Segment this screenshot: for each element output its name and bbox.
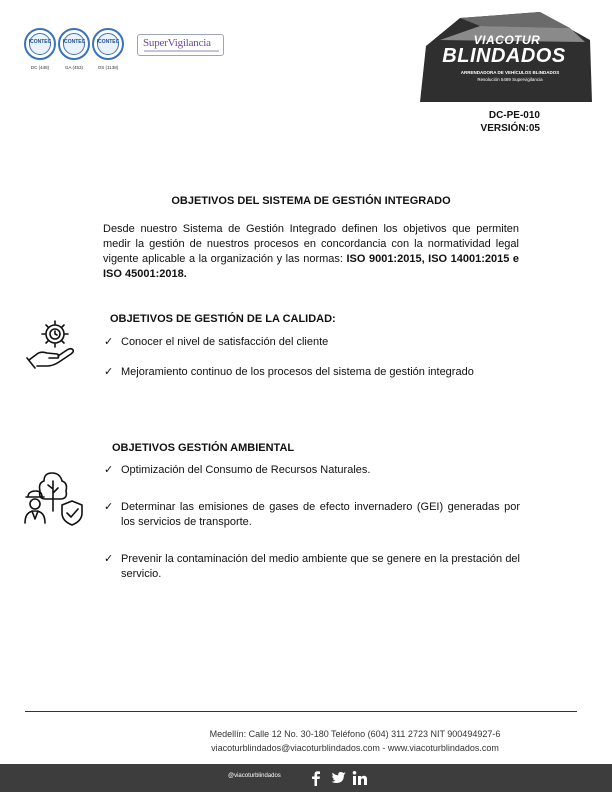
icontec-dc-seal bbox=[24, 28, 56, 60]
list-item-text: Conocer el nivel de satisfacción del cliente bbox=[121, 336, 329, 348]
list-item-text: Prevenir la contaminación del medio ambiente que se genere en la prestación del servicio. bbox=[121, 553, 520, 580]
list-item bbox=[104, 335, 520, 350]
list-item bbox=[104, 463, 520, 478]
intro-standards: ISO 9001:2015, ISO 14001:2015 e ISO 45001:2018. bbox=[103, 253, 519, 280]
supervigilancia-logo bbox=[137, 34, 224, 56]
intro-paragraph bbox=[103, 222, 519, 282]
list-item-text: Mejoramiento continuo de los procesos del sistema de gestión integrado bbox=[121, 366, 474, 378]
seal-label: OS (1138) bbox=[97, 65, 119, 70]
seal-logo-text: ICONTEC bbox=[28, 39, 52, 45]
quality-heading: OBJETIVOS DE GESTIÓN DE LA CALIDAD: bbox=[110, 313, 336, 325]
list-item bbox=[104, 365, 520, 380]
list-item bbox=[104, 552, 520, 582]
linkedin-icon[interactable] bbox=[351, 769, 369, 787]
check-icon: ✓ bbox=[104, 366, 114, 378]
social-handle: @viacoturblindados bbox=[228, 773, 281, 779]
footer-bar bbox=[0, 764, 612, 792]
facebook-icon[interactable] bbox=[307, 769, 325, 787]
brand-tagline: ARRENDADORA DE VEHÍCULOS BLINDADOS bbox=[460, 70, 560, 75]
twitter-icon[interactable] bbox=[330, 769, 348, 787]
seal-logo-text: ICONTEC bbox=[62, 39, 86, 45]
check-icon: ✓ bbox=[104, 553, 114, 565]
environment-tree-worker-shield-icon bbox=[22, 467, 86, 531]
seal-label: DC (448) bbox=[30, 65, 50, 70]
seal-logo-text: ICONTEC bbox=[96, 39, 120, 45]
icontec-os-seal bbox=[92, 28, 124, 60]
brand-main-text: BLINDADOS bbox=[442, 45, 566, 67]
check-icon: ✓ bbox=[104, 501, 114, 513]
check-icon: ✓ bbox=[104, 336, 114, 348]
icontec-ga-seal bbox=[58, 28, 90, 60]
environment-heading: OBJETIVOS GESTIÓN AMBIENTAL bbox=[112, 442, 295, 454]
seal-label: GA (453) bbox=[64, 65, 83, 70]
list-item bbox=[104, 500, 520, 530]
doc-code: DC-PE-010 bbox=[488, 110, 540, 121]
quality-gear-hand-icon bbox=[25, 316, 81, 372]
brand-top-text: VIACOTUR bbox=[473, 33, 541, 47]
list-item-text: Optimización del Consumo de Recursos Naturales. bbox=[121, 464, 371, 476]
list-item-text: Determinar las emisiones de gases de efecto invernadero (GEI) generadas por los servicios de transporte. bbox=[121, 501, 520, 528]
footer-divider bbox=[25, 711, 577, 712]
check-icon: ✓ bbox=[104, 464, 114, 476]
intro-text: Desde nuestro Sistema de Gestión Integrado definen los objetivos que permiten medir la gestión de nuestros procesos en concordancia con la normatividad legal vigente aplicable a la organización y las normas: bbox=[103, 223, 519, 265]
footer-address: Medellín: Calle 12 No. 30-180 Teléfono (604) 311 2723 NIT 900494927-6 bbox=[209, 729, 501, 739]
brand-resolution: Resolución 5489 Supervigilancia bbox=[477, 77, 543, 82]
supervigilancia-text: SuperVigilancia bbox=[143, 37, 211, 49]
page-title: OBJETIVOS DEL SISTEMA DE GESTIÓN INTEGRADO bbox=[171, 195, 451, 207]
doc-version: VERSIÓN:05 bbox=[480, 123, 540, 134]
footer-contact: viacoturblindados@viacoturblindados.com - www.viacoturblindados.com bbox=[211, 743, 499, 753]
